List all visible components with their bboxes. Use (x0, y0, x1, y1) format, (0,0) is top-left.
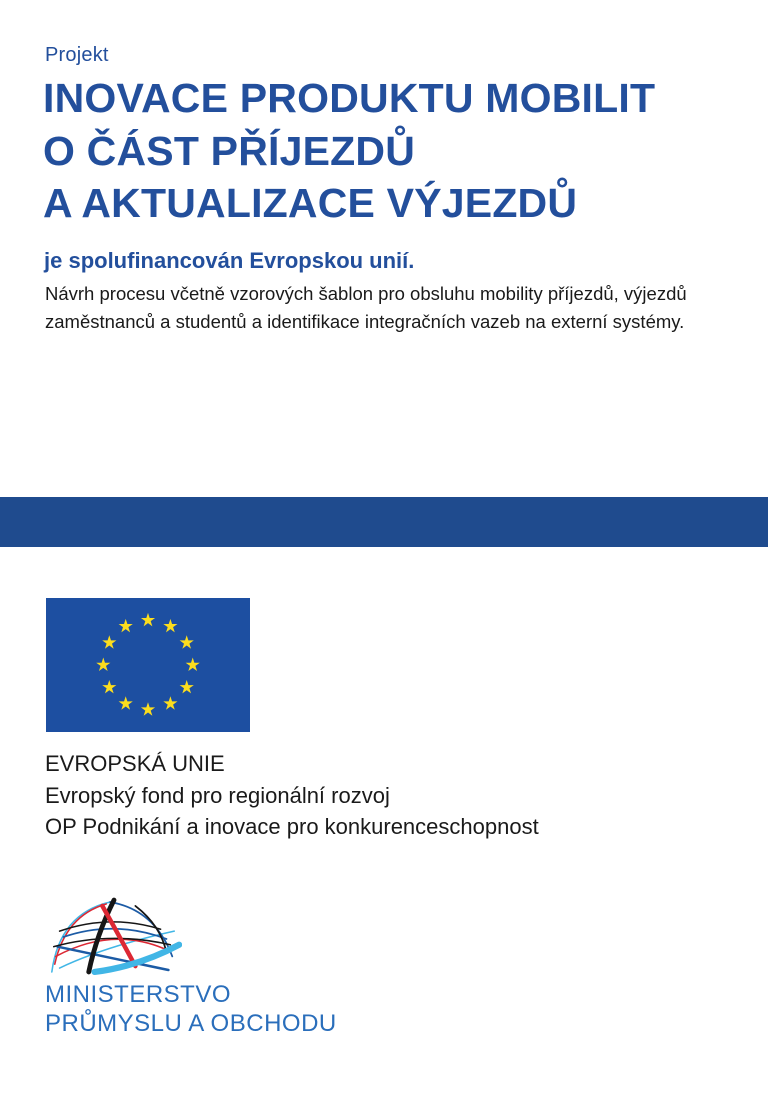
page-title-line-1: INOVACE PRODUKTU MOBILIT (43, 75, 656, 121)
eu-flag-icon (46, 598, 250, 732)
page-title (43, 72, 655, 230)
project-description-line-2: zaměstnanců a studentů a identifikace integračních vazeb na externí systémy. (45, 311, 685, 332)
ministry-wordmark-line-2: PRŮMYSLU A OBCHODU (45, 1009, 337, 1037)
mpo-globe-logo-icon (46, 896, 182, 976)
project-kicker: Projekt (45, 44, 109, 66)
eu-attribution (45, 748, 539, 843)
ministry-wordmark-line-1: MINISTERSTVO (45, 981, 232, 1008)
eu-attribution-line-2: Evropský fond pro regionální rozvoj (45, 782, 390, 808)
page-title-line-2: O ČÁST PŘÍJEZDŮ (43, 127, 416, 174)
ministry-wordmark (45, 981, 337, 1038)
eu-attribution-line-3: OP Podnikání a inovace pro konkurenceschopnost (45, 814, 539, 839)
project-description-line-1: Návrh procesu včetně vzorových šablon pro obsluhu mobility příjezdů, výjezdů (45, 283, 687, 304)
project-description (45, 280, 687, 336)
eu-attribution-line-1: EVROPSKÁ UNIE (45, 751, 225, 776)
divider-band (0, 497, 768, 547)
cofinancing-subtitle: je spolufinancován Evropskou unií. (44, 248, 415, 273)
page-title-line-3: A AKTUALIZACE VÝJEZDŮ (43, 180, 578, 226)
